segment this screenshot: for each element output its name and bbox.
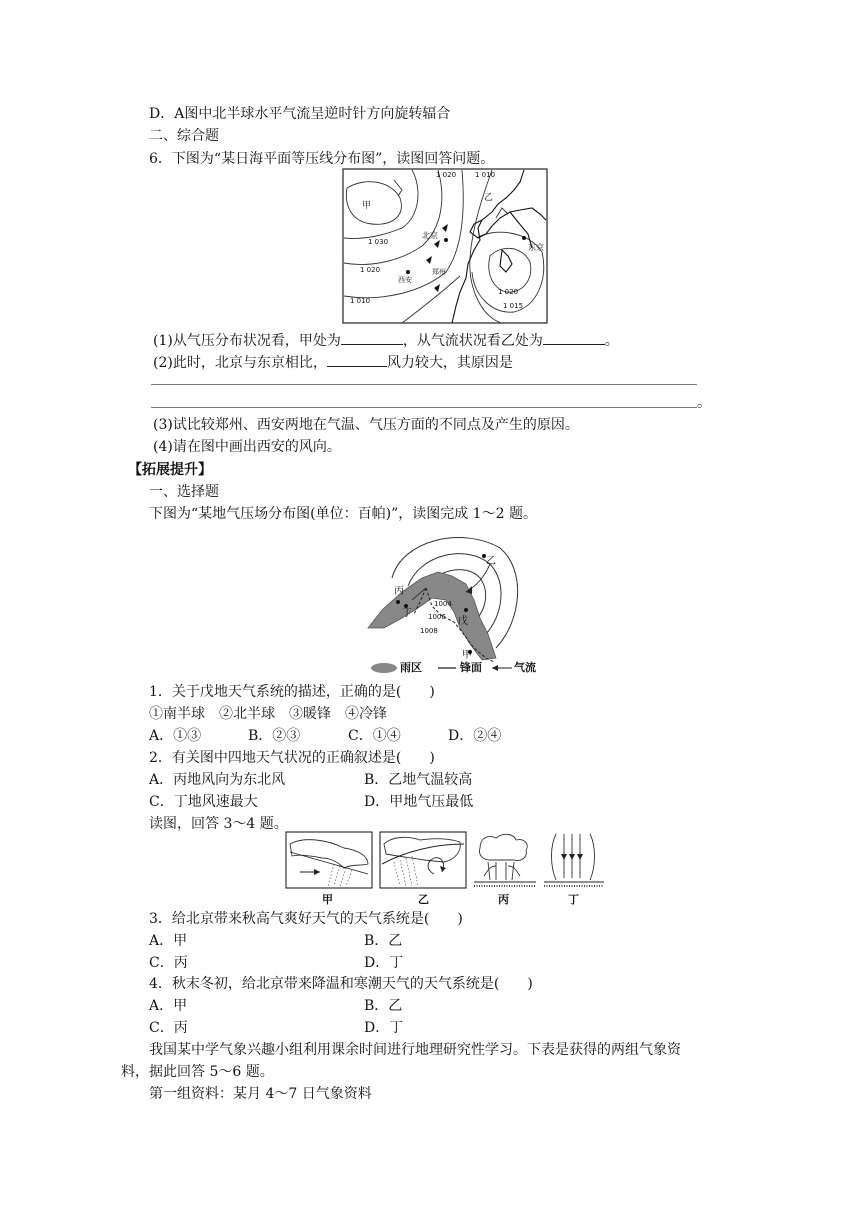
map2-isobar-1004: 1004 — [434, 600, 452, 608]
q6-part2-end: 。 — [697, 395, 711, 411]
fig3-label-bing: 丙 — [498, 893, 509, 906]
map2-label-yi: 乙 — [486, 556, 496, 567]
q6-part2 — [153, 352, 513, 372]
map2-label-ding: 丁 — [402, 608, 412, 619]
fig3-label-yi: 乙 — [418, 893, 429, 906]
q6-answer-line-1[interactable] — [151, 384, 697, 385]
q6-part2-blank[interactable] — [327, 352, 387, 367]
q2-option-a[interactable]: A．丙地风向为东北风 — [149, 772, 286, 788]
q4-option-a[interactable]: A．甲 — [149, 998, 188, 1014]
map1-iso-1020-left: 1 020 — [360, 266, 381, 274]
q6-stem: 6．下图为“某日海平面等压线分布图”，读图回答问题。 — [149, 151, 495, 167]
q3-option-d[interactable]: D．丁 — [364, 955, 404, 971]
intro-q5-6-line2: 料，据此回答 5～6 题。 — [121, 1064, 274, 1080]
q4-stem: 4．秋末冬初，给北京带来降温和寒潮天气的天气系统是( ) — [149, 976, 533, 992]
q2-stem: 2．有关图中四地天气状况的正确叙述是( ) — [149, 750, 435, 766]
q6-part1-text-c: 。 — [604, 333, 619, 349]
q6-part1-text-a: (1)从气压分布状况看，甲处为 — [153, 333, 341, 349]
q3-option-c[interactable]: C．丙 — [149, 955, 188, 971]
map1-label-jia: 甲 — [362, 201, 372, 211]
section-comprehensive-title: 二、综合题 — [149, 128, 219, 144]
q3-option-a[interactable]: A．甲 — [149, 933, 188, 949]
group1-caption: 第一组资料：某月 4～7 日气象资料 — [149, 1086, 372, 1102]
q2-option-d[interactable]: D．甲地气压最低 — [364, 794, 474, 810]
fig3-label-jia: 甲 — [322, 893, 333, 906]
map2-label-bing: 丙 — [394, 586, 404, 597]
intro-q3-4: 读图，回答 3～4 题。 — [149, 816, 288, 832]
q6-part2-text-b: 风力较大，其原因是 — [386, 355, 513, 371]
map2-label-jia: 甲 — [462, 650, 472, 661]
q3-stem: 3．给北京带来秋高气爽好天气的天气系统是( ) — [149, 911, 463, 927]
q6-part2-text-a: (2)此时，北京与东京相比， — [153, 355, 327, 371]
q1-option-d[interactable]: D．②④ — [448, 728, 502, 744]
q6-part4: (4)请在图中画出西安的风向。 — [153, 439, 341, 455]
q4-option-c[interactable]: C．丙 — [149, 1020, 188, 1036]
q1-option-c[interactable]: C．①④ — [348, 728, 401, 744]
pressure-field-map — [362, 530, 522, 674]
q6-answer-line-2[interactable] — [151, 407, 697, 408]
intro-q1-2: 下图为“某地气压场分布图(单位：百帕)”，读图完成 1～2 题。 — [149, 506, 537, 522]
q5-option-d: D．A图中北半球水平气流呈逆时针方向旋转辐合 — [149, 106, 451, 122]
intro-q5-6-line1: 我国某中学气象兴趣小组利用课余时间进行地理研究性学习。下表是获得的两组气象资 — [149, 1042, 681, 1058]
map2-isobar-1006: 1006 — [428, 613, 446, 621]
q1-stem: 1．关于戊地天气系统的描述，正确的是( ) — [149, 684, 435, 700]
map1-label-dongjing: 东京 — [528, 243, 544, 252]
q3-option-b[interactable]: B．乙 — [364, 933, 403, 949]
legend-rain: 雨区 — [400, 661, 422, 674]
weather-systems-figure — [284, 830, 614, 894]
map1-iso-1030: 1 030 — [368, 238, 389, 246]
map1-label-xian: 西安 — [398, 276, 412, 284]
map1-label-beijing: 北京 — [422, 231, 438, 240]
q1-statements: ①南半球 ②北半球 ③暖锋 ④冷锋 — [149, 706, 387, 722]
map1-iso-1020-top: 1 020 — [436, 171, 457, 179]
q4-option-b[interactable]: B．乙 — [364, 998, 403, 1014]
fig3-label-ding: 丁 — [568, 893, 579, 906]
extension-title: 【拓展提升】 — [128, 462, 212, 478]
q6-part1 — [153, 330, 619, 350]
map1-iso-1020-right: 1 020 — [498, 288, 519, 296]
q6-part1-blank-2[interactable] — [543, 330, 605, 345]
q6-part1-text-b: ，从气流状况看乙处为 — [402, 333, 543, 349]
q6-part3: (3)试比较郑州、西安两地在气温、气压方面的不同点及产生的原因。 — [153, 417, 579, 433]
map1-iso-1010-top: 1 010 — [475, 171, 496, 179]
q1-option-b[interactable]: B．②③ — [248, 728, 301, 744]
map2-label-wu: 戊 — [458, 616, 468, 627]
map1-label-yi: 乙 — [484, 193, 494, 203]
isobar-map — [342, 168, 548, 324]
q1-option-a[interactable]: A．①③ — [149, 728, 202, 744]
legend-flow: 气流 — [514, 661, 536, 674]
q2-option-b[interactable]: B．乙地气温较高 — [364, 772, 473, 788]
map1-label-zhengzhou: 郑州 — [432, 268, 446, 276]
legend-front: 锋面 — [460, 661, 482, 674]
map2-isobar-1008: 1008 — [420, 627, 438, 635]
q6-part1-blank-1[interactable] — [341, 330, 403, 345]
map1-iso-1010-left: 1 010 — [350, 297, 371, 305]
section-choice-title: 一、选择题 — [149, 484, 219, 500]
q2-option-c[interactable]: C．丁地风速最大 — [149, 794, 258, 810]
q4-option-d[interactable]: D．丁 — [364, 1020, 404, 1036]
map1-iso-1015: 1 015 — [503, 302, 524, 310]
